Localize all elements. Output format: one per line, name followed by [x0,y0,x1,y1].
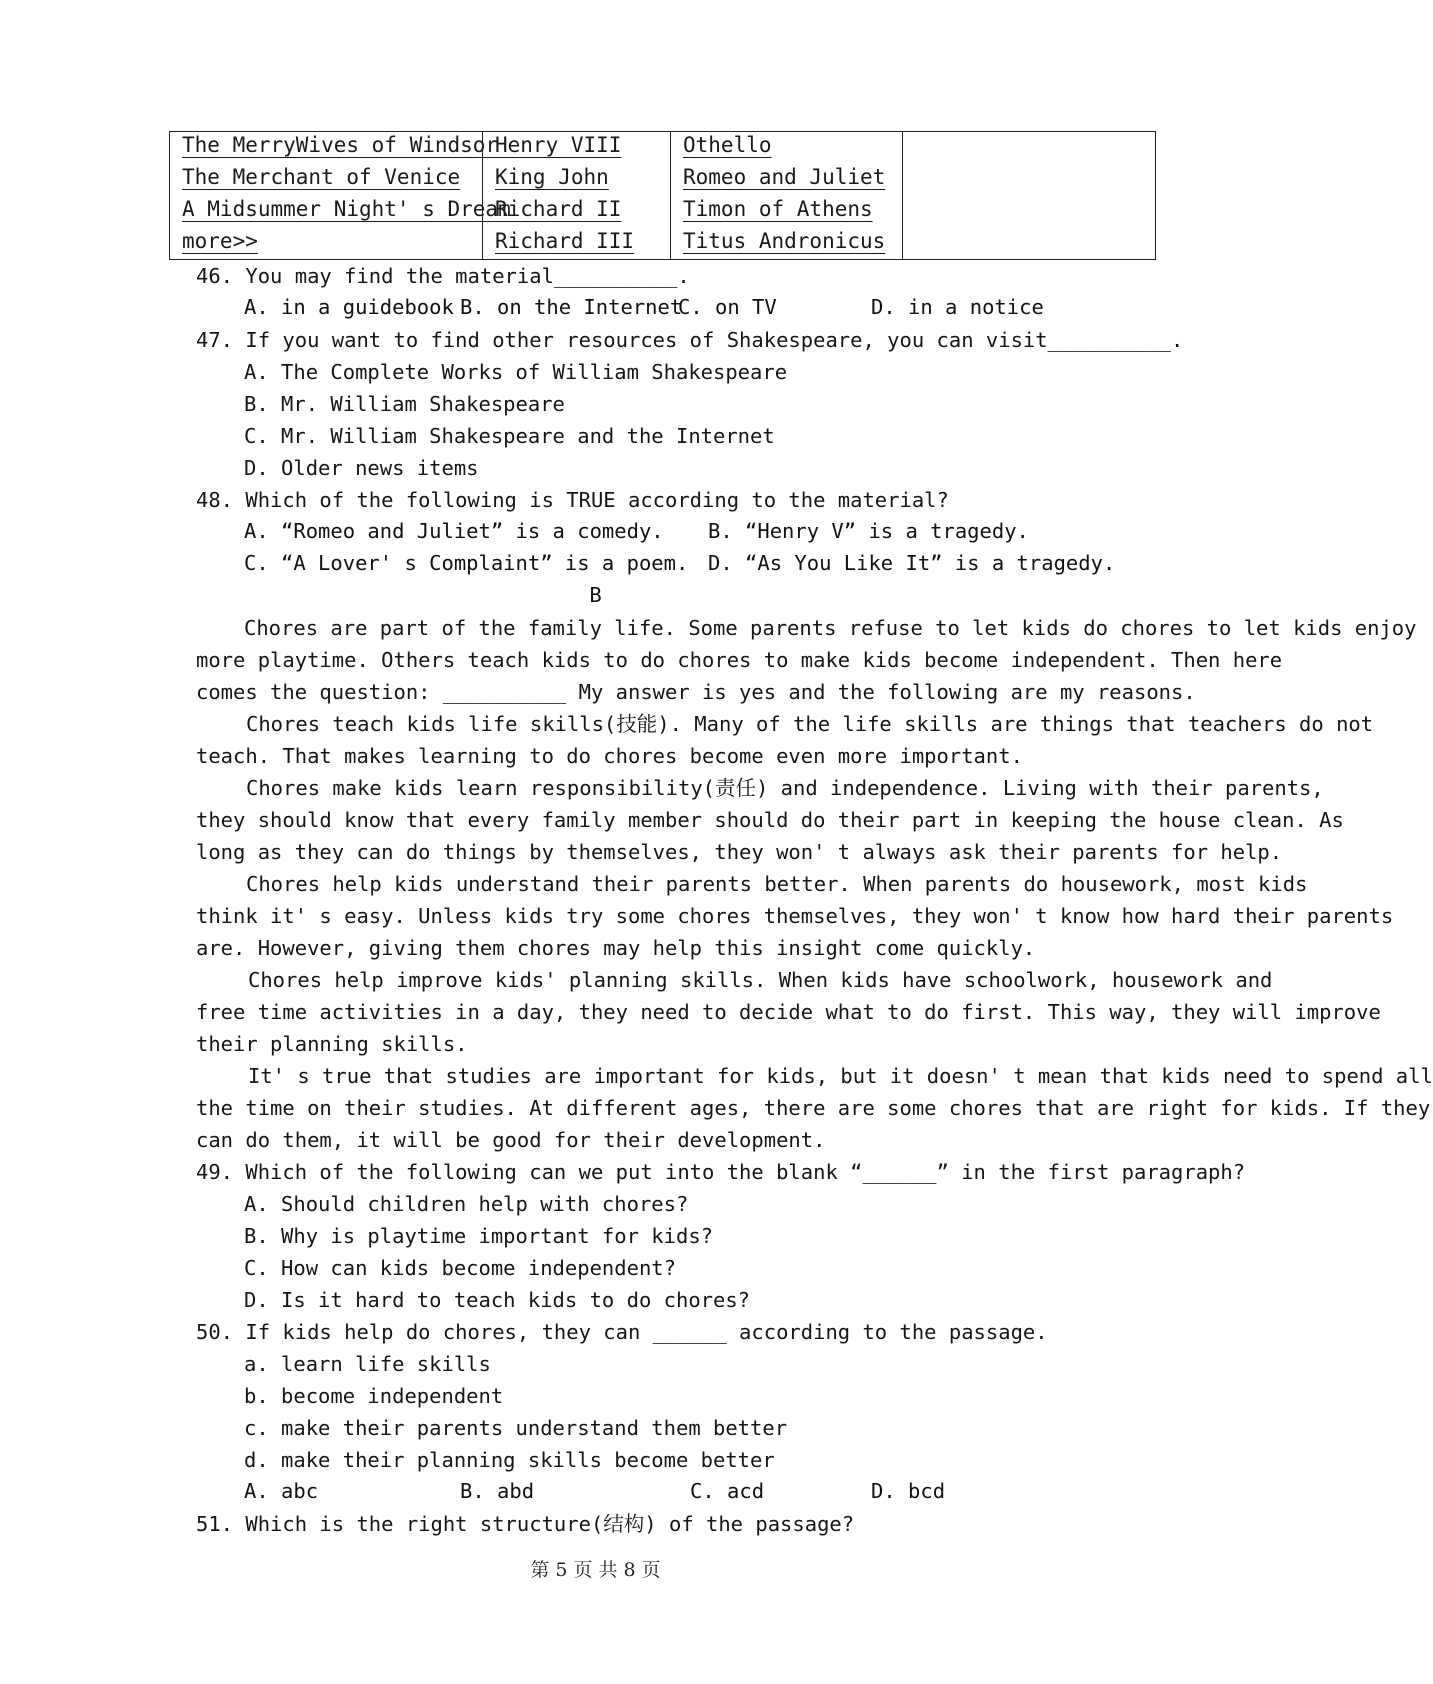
question-50-option-d: D. bcd [871,1479,946,1503]
question-47-option-d: D. Older news items [244,456,479,480]
question-48-option-b: B. “Henry V” is a tragedy. [708,519,1029,543]
question-46-option-c: C. on TV [678,295,777,319]
question-50-option-c: C. acd [690,1479,765,1503]
passage-line: Chores make kids learn responsibility(责任) and independence. Living with their parents, [246,776,1324,800]
question-47-option-b: B. Mr. William Shakespeare [244,392,565,416]
question-47-option-c: C. Mr. William Shakespeare and the Internet [244,424,775,448]
question-47-stem: 47. If you want to find other resources of Shakespeare, you can visit__________. [196,328,1184,352]
question-48-stem: 48. Which of the following is TRUE according to the material? [196,488,949,512]
work-link[interactable]: The MerryWives of Windsor [182,133,499,157]
passage-line: they should know that every family member should do their part in keeping the house clean. As [196,808,1344,832]
passage-line: their planning skills. [196,1032,468,1056]
table-column-tragedies [671,132,903,259]
question-50-option-b: B. abd [460,1479,535,1503]
work-link[interactable]: Othello [683,133,772,157]
passage-line: free time activities in a day, they need to decide what to do first. This way, they will improve [196,1000,1381,1024]
question-51-stem: 51. Which is the right structure(结构) of the passage? [196,1512,855,1536]
question-46-stem: 46. You may find the material__________. [196,264,690,288]
question-49-option-b: B. Why is playtime important for kids? [244,1224,713,1248]
passage-line: Chores help kids understand their parents better. When parents do housework, most kids [246,872,1308,896]
table-column-histories [483,132,671,259]
table-column-empty [903,132,1155,259]
passage-line: teach. That makes learning to do chores become even more important. [196,744,1023,768]
more-link[interactable]: more>> [182,229,258,253]
work-link[interactable]: The Merchant of Venice [182,165,461,189]
question-50-stem: 50. If kids help do chores, they can ______ according to the passage. [196,1320,1048,1344]
question-46-option-b: B. on the Internet [460,295,683,319]
work-link[interactable]: King John [495,165,609,189]
passage-line: more playtime. Others teach kids to do chores to make kids become independent. Then here [196,648,1283,672]
passage-line: Chores are part of the family life. Some parents refuse to let kids do chores to let kids enjoy [244,616,1417,640]
work-link[interactable]: Richard II [495,197,622,221]
passage-line: are. However, giving them chores may help this insight come quickly. [196,936,1036,960]
work-link[interactable]: Richard III [495,229,635,253]
question-46-option-a: A. in a guidebook [244,295,454,319]
question-48-option-a: A. “Romeo and Juliet” is a comedy. [244,519,664,543]
page-number-footer: 第 5 页 共 8 页 [530,1559,661,1581]
question-50-item: d. make their planning skills become better [244,1448,775,1472]
passage-line: think it' s easy. Unless kids try some chores themselves, they won' t know how hard their parents [196,904,1394,928]
section-b-heading: B [589,583,602,607]
work-link[interactable]: Timon of Athens [683,197,873,221]
passage-line: comes the question: __________ My answer is yes and the following are my reasons. [196,680,1196,704]
question-49-option-d: D. Is it hard to teach kids to do chores? [244,1288,751,1312]
question-48-option-c: C. “A Lover' s Complaint” is a poem. [244,551,689,575]
table-column-comedies [170,132,511,259]
passage-line: Chores teach kids life skills(技能). Many of the life skills are things that teachers do not [246,712,1374,736]
question-50-option-a: A. abc [244,1479,319,1503]
question-46-option-d: D. in a notice [871,295,1044,319]
work-link[interactable]: Romeo and Juliet [683,165,886,189]
work-link[interactable]: A Midsummer Night' s Dream [182,197,511,221]
question-48-option-d: D. “As You Like It” is a tragedy. [708,551,1116,575]
passage-line: the time on their studies. At different ages, there are some chores that are right for kids. If they [196,1096,1431,1120]
passage-line: It' s true that studies are important for kids, but it doesn' t mean that kids need to spend all [248,1064,1433,1088]
question-49-stem: 49. Which of the following can we put into the blank “______” in the first paragraph? [196,1160,1246,1184]
question-50-item: a. learn life skills [244,1352,491,1376]
work-link[interactable]: Titus Andronicus [683,229,886,253]
question-47-option-a: A. The Complete Works of William Shakespeare [244,360,788,384]
passage-line: can do them, it will be good for their development. [196,1128,826,1152]
question-49-option-c: C. How can kids become independent? [244,1256,676,1280]
passage-line: Chores help improve kids' planning skills. When kids have schoolwork, housework and [248,968,1273,992]
question-50-item: b. become independent [244,1384,504,1408]
works-links-table [169,131,1156,260]
work-link[interactable]: Henry VIII [495,133,622,157]
question-49-option-a: A. Should children help with chores? [244,1192,689,1216]
passage-line: long as they can do things by themselves, they won' t always ask their parents for help. [196,840,1283,864]
question-50-item: c. make their parents understand them better [244,1416,788,1440]
